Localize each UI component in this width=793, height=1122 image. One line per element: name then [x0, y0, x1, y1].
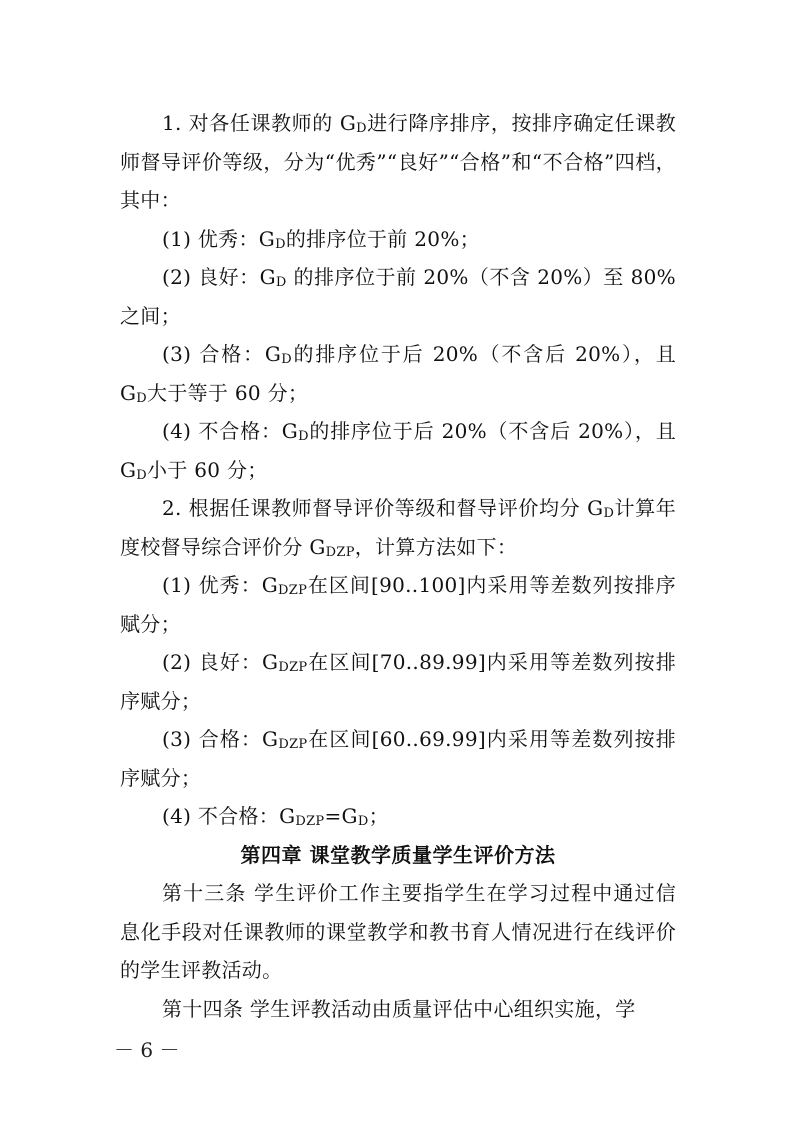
- document-body: [120, 104, 676, 1028]
- chapter-heading: 第四章 课堂教学质量学生评价方法: [240, 842, 556, 867]
- item-good: (2) 良好：$G_D$ 的排序位于前 20%（不含 20%）至 80%之间；: [120, 265, 676, 328]
- score-fail: (4) 不合格：$G_{DZP}=G_D$；: [162, 804, 389, 829]
- item-pass: (3) 合格：$G_D$的排序位于后 20%（不含后 20%），且 $G_D$大于等于 60 分；: [120, 342, 676, 406]
- item-fail: (4) 不合格：$G_D$的排序位于后 20%（不含后 20%），且 $G_D$小于 60 分；: [120, 419, 676, 483]
- score-pass: (3) 合格：$G_{DZP}$在区间[60..69.99]内采用等差数列按排序赋分；: [120, 727, 676, 790]
- article-14: 第十四条 学生评教活动由质量评估中心组织实施，学: [162, 996, 636, 1021]
- paragraph-score-rule: 2. 根据任课教师督导评价等级和督导评价均分 $G_D$计算年度校督导综合评价分 $G_{DZP}$，计算方法如下：: [120, 496, 676, 560]
- article-13: 第十三条 学生评价工作主要指学生在学习过程中通过信息化手段对任课教师的课堂教学和教书育人情况进行在线评价的学生评教活动。: [120, 881, 676, 982]
- score-excellent: (1) 优秀：$G_{DZP}$在区间[90..100]内采用等差数列按排序赋分；: [120, 573, 676, 636]
- score-good: (2) 良好：$G_{DZP}$在区间[70..89.99]内采用等差数列按排序赋分；: [120, 650, 676, 713]
- paragraph-ranking-rule: 1. 对各任课教师的 $G_D$进行降序排序，按排序确定任课教师督导评价等级，分为“优秀”“良好”“合格”和“不合格”四档，其中：: [120, 111, 677, 212]
- page-number: － 6 －: [114, 1038, 180, 1062]
- item-excellent: (1) 优秀：$G_D$的排序位于前 20%；: [162, 226, 480, 252]
